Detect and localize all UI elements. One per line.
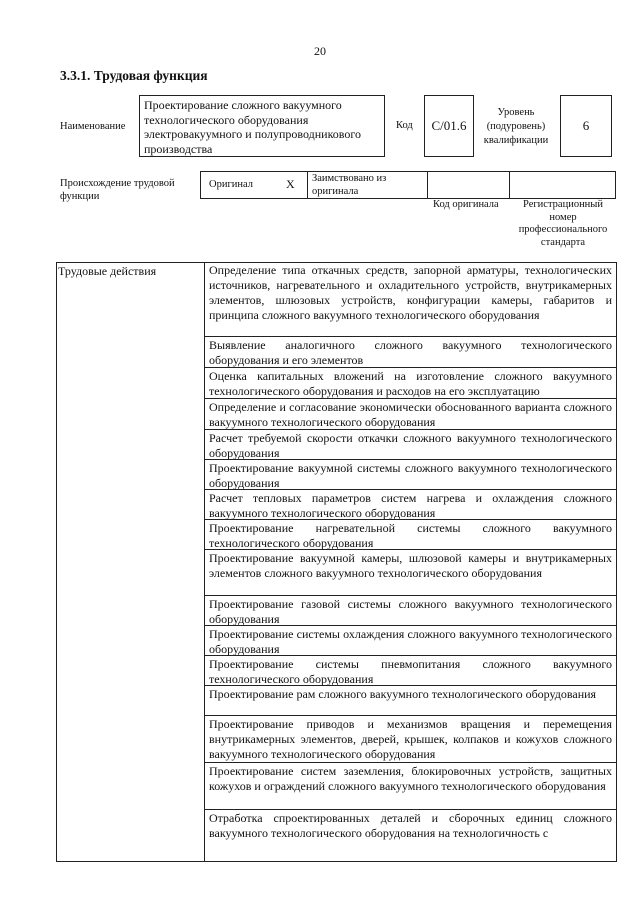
list-item: Определение типа откачных средств, запорной арматуры, технологических источников, нагревательного и охладительного устройств, внутрикамерных элементов, шлюзовых устройств, конфигурации камеры, габаритов и принципа сложного вакуумного технологического оборудования xyxy=(204,262,617,337)
list-item: Проектирование вакуумной камеры, шлюзовой камеры и внутрикамерных элементов сложного вакуумного технологического оборудования xyxy=(204,550,617,596)
actions-list xyxy=(204,262,617,850)
name-label: Наименование xyxy=(60,121,126,132)
actions-label: Трудовые действия xyxy=(58,264,157,278)
list-item: Выявление аналогичного сложного вакуумного технологического оборудования и его элементов xyxy=(204,337,617,368)
list-item: Определение и согласование экономически обоснованного варианта сложного вакуумного технологического оборудования xyxy=(204,399,617,430)
section-title: 3.3.1. Трудовая функция xyxy=(60,68,208,83)
code-label: Код xyxy=(396,120,413,131)
function-code: C/01.6 xyxy=(424,95,474,157)
list-item: Проектирование системы охлаждения сложного вакуумного технологического оборудования xyxy=(204,626,617,656)
list-item: Отработка спроектированных деталей и сборочных единиц сложного вакуумного технологического оборудования на технологичность с xyxy=(209,811,612,840)
origin-code-label: Код оригинала xyxy=(433,199,499,210)
origin-divider xyxy=(509,171,510,199)
list-item: Расчет требуемой скорости откачки сложного вакуумного технологического оборудования xyxy=(204,430,617,460)
list-item: Проектирование газовой системы сложного вакуумного технологического оборудования xyxy=(204,596,617,626)
origin-label: Происхождение трудовой функции xyxy=(60,178,175,202)
reg-number-label: Регистрационный номер профессионального стандарта xyxy=(518,199,608,248)
level-label: Уровень (подуровень) квалификации xyxy=(483,107,549,146)
list-item: Проектирование приводов и механизмов вращения и перемещения внутрикамерных элементов, дверей, крышек, колпаков и кожухов сложного вакуумного технологического оборудования xyxy=(204,716,617,763)
list-item: Проектирование вакуумной системы сложного вакуумного технологического оборудования xyxy=(204,460,617,490)
list-item: Проектирование рам сложного вакуумного технологического оборудования xyxy=(204,686,617,716)
list-item: Оценка капитальных вложений на изготовление сложного вакуумного технологического оборудования и расходов на его эксплуатацию xyxy=(204,368,617,399)
list-item: Проектирование нагревательной системы сложного вакуумного технологического оборудования xyxy=(204,520,617,550)
original-label: Оригинал xyxy=(209,179,253,190)
original-mark: X xyxy=(286,177,295,191)
borrowed-label: Заимствовано из оригинала xyxy=(312,173,387,197)
qualification-level: 6 xyxy=(560,95,612,157)
list-item: Проектирование системы пневмопитания сложного вакуумного технологического оборудования xyxy=(204,656,617,686)
origin-divider xyxy=(427,171,428,199)
list-item: Расчет тепловых параметров систем нагрева и охлаждения сложного вакуумного технологического оборудования xyxy=(204,490,617,520)
function-name: Проектирование сложного вакуумного технологического оборудования электровакуумного и полупроводникового производства xyxy=(139,95,385,157)
origin-divider xyxy=(307,171,308,199)
page-number: 20 xyxy=(314,44,326,58)
list-item: Проектирование систем заземления, блокировочных устройств, защитных кожухов и ограждений сложного вакуумного технологического оборудования xyxy=(204,763,617,810)
